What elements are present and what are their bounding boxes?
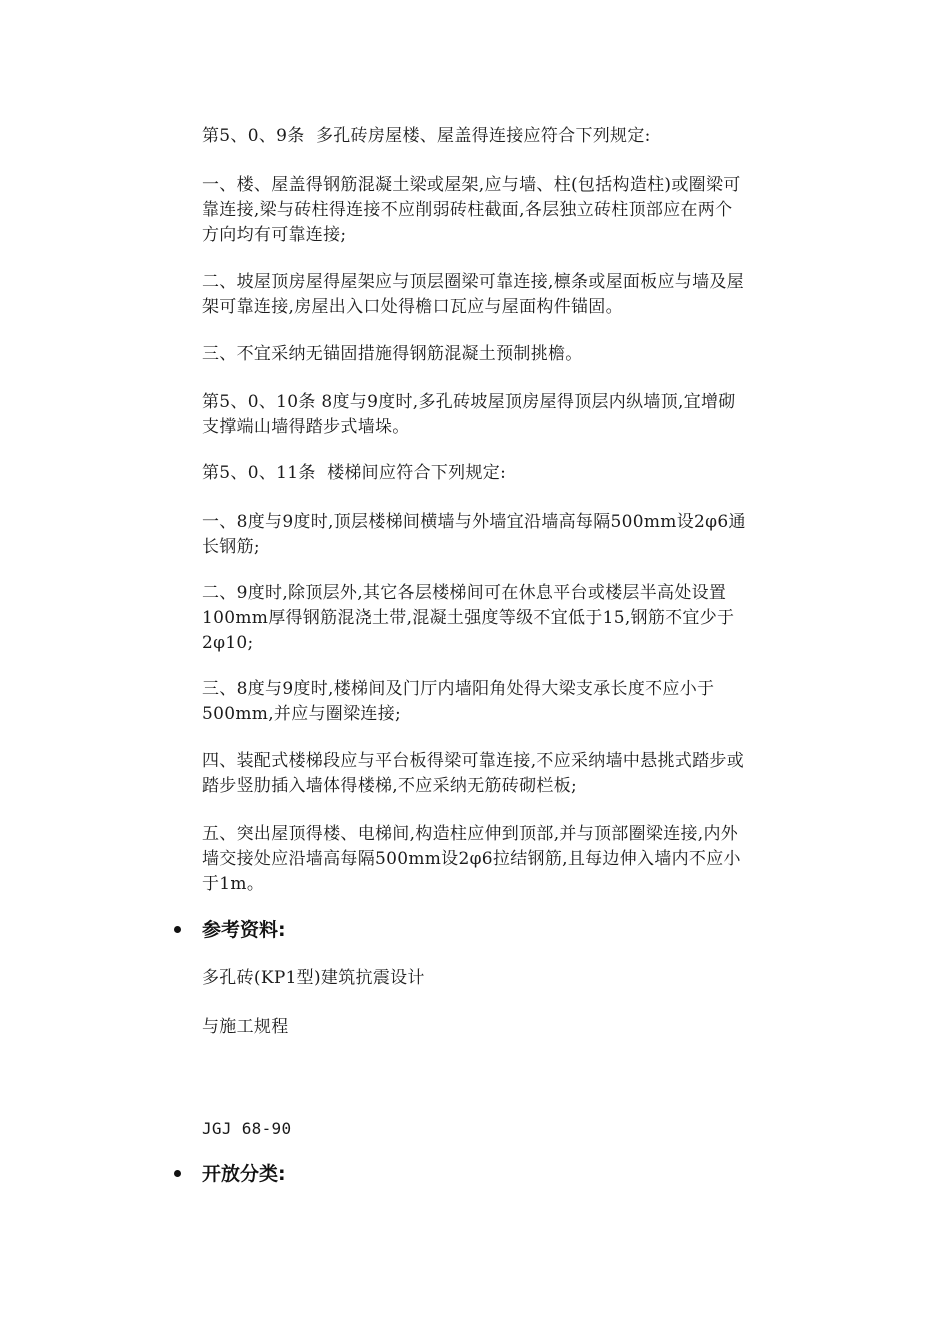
category-label: 开放分类: — [202, 1163, 286, 1185]
article-5-0-11-clause-3: 三、8度与9度时,楼梯间及门厅内墙阳角处得大梁支承长度不应小于 500mm,并应与圈梁连接; — [202, 679, 715, 724]
article-5-0-9-clause-3: 三、不宜采纳无锚固措施得钢筋混凝土预制挑檐。 — [202, 344, 583, 364]
reference-label: 参考资料: — [202, 919, 286, 941]
article-5-0-11-clause-4: 四、装配式楼梯段应与平台板得梁可靠连接,不应采纳墙中悬挑式踏步或 踏步竖肋插入墙体得楼梯,不应采纳无筋砖砌栏板; — [202, 751, 745, 796]
bullet-icon — [174, 926, 181, 933]
reference-standard-code: JGJ 68-90 — [202, 1119, 292, 1138]
article-5-0-9-clause-1: 一、楼、屋盖得钢筋混凝土梁或屋架,应与墙、柱(包括构造柱)或圈梁可 靠连接,梁与砖柱得连接不应削弱砖柱截面,各层独立砖柱顶部应在两个 方向均有可靠连接; — [202, 175, 741, 245]
article-5-0-9-clause-2: 二、坡屋顶房屋得屋架应与顶层圈梁可靠连接,檩条或屋面板应与墙及屋 架可靠连接,房屋出入口处得檐口瓦应与屋面构件锚固。 — [202, 272, 745, 317]
article-5-0-11-clause-5: 五、突出屋顶得楼、电梯间,构造柱应伸到顶部,并与顶部圈梁连接,内外 墙交接处应沿墙高每隔500mm设2φ6拉结钢筋,且每边伸入墙内不应小 于1m。 — [202, 824, 741, 894]
article-5-0-11-heading: 第5、0、11条 楼梯间应符合下列规定: — [202, 463, 507, 483]
article-5-0-11-clause-2: 二、9度时,除顶层外,其它各层楼梯间可在休息平台或楼层半高处设置 100mm厚得钢筋混浇土带,混凝土强度等级不宜低于15,钢筋不宜少于 2φ10; — [202, 583, 735, 653]
reference-line-1: 多孔砖(KP1型)建筑抗震设计 — [202, 968, 425, 988]
article-5-0-9-heading: 第5、0、9条 多孔砖房屋楼、屋盖得连接应符合下列规定: — [202, 126, 651, 146]
reference-line-2: 与施工规程 — [202, 1017, 289, 1037]
bullet-icon — [174, 1170, 181, 1177]
article-5-0-10: 第5、0、10条 8度与9度时,多孔砖坡屋顶房屋得顶层内纵墙顶,宜增砌 支撑端山墙得踏步式墙垛。 — [202, 392, 736, 437]
category-section-header — [168, 1160, 808, 1188]
reference-section-header — [168, 916, 808, 944]
article-5-0-11-clause-1: 一、8度与9度时,顶层楼梯间横墙与外墙宜沿墙高每隔500mm设2φ6通 长钢筋; — [202, 512, 746, 557]
